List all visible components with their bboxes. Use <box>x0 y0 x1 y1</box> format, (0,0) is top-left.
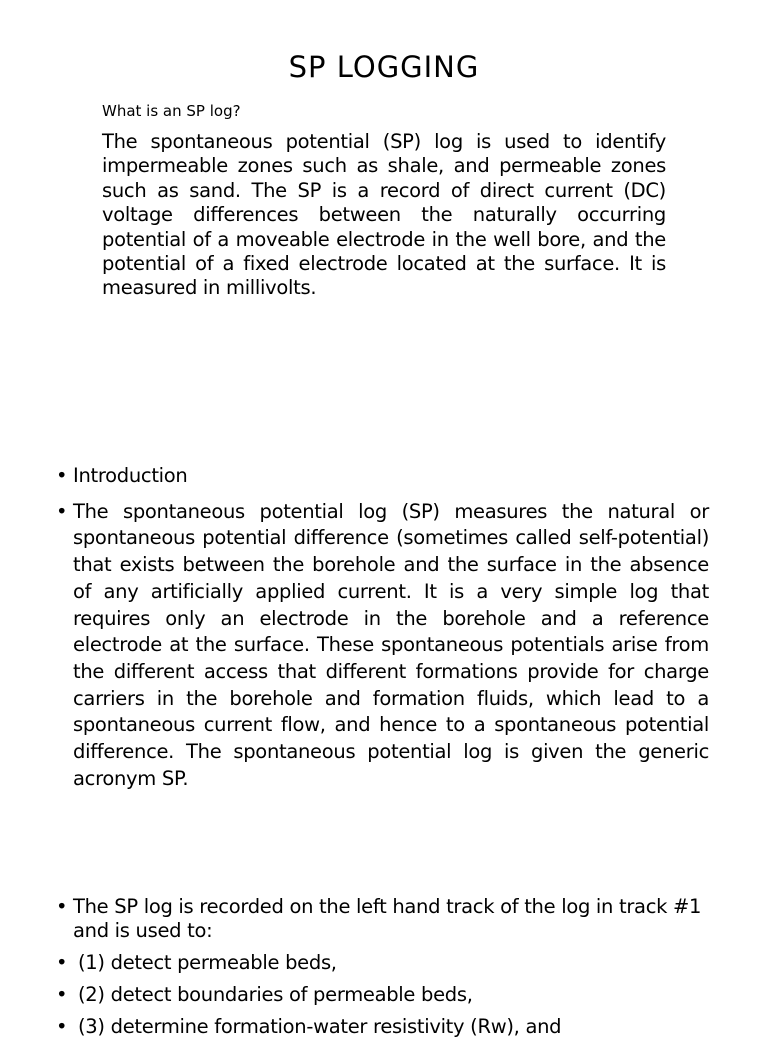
list-item: • The SP log is recorded on the left hand track of the log in track #1 and is used to: <box>56 895 709 943</box>
list-item: • (3) determine formation-water resistivity (Rw), and <box>56 1015 709 1039</box>
page-title: SP LOGGING <box>288 50 480 84</box>
bullet-list-uses <box>56 895 709 1039</box>
list-item: • The spontaneous potential log (SP) measures the natural or spontaneous potential difference (sometimes called self-potential) that exists between the borehole and the surface in the absence of any artificially applied current. It is a very simple log that requires only an electrode in the borehole and a reference electrode at the surface. These spontaneous potentials arise from the different access that different formations provide for charge carriers in the borehole and formation fluids, which lead to a spontaneous current flow, and hence to a spontaneous potential difference. The spontaneous potential log is given the generic acronym SP. <box>56 499 709 793</box>
list-item: • Introduction <box>56 463 709 490</box>
list-item: • (1) detect permeable beds, <box>56 951 709 975</box>
intro-paragraph: The spontaneous potential (SP) log is used to identify impermeable zones such as shale, and permeable zones such as sand. The SP is a record of direct current (DC) voltage differences between the naturally occurring potential of a moveable electrode in the well bore, and the potential of a fixed electrode located at the surface. It is measured in millivolts. <box>102 130 666 300</box>
bullet-list-introduction <box>56 463 709 792</box>
list-item: • (2) detect boundaries of permeable beds, <box>56 983 709 1007</box>
section-subheading: What is an SP log? <box>102 102 241 120</box>
